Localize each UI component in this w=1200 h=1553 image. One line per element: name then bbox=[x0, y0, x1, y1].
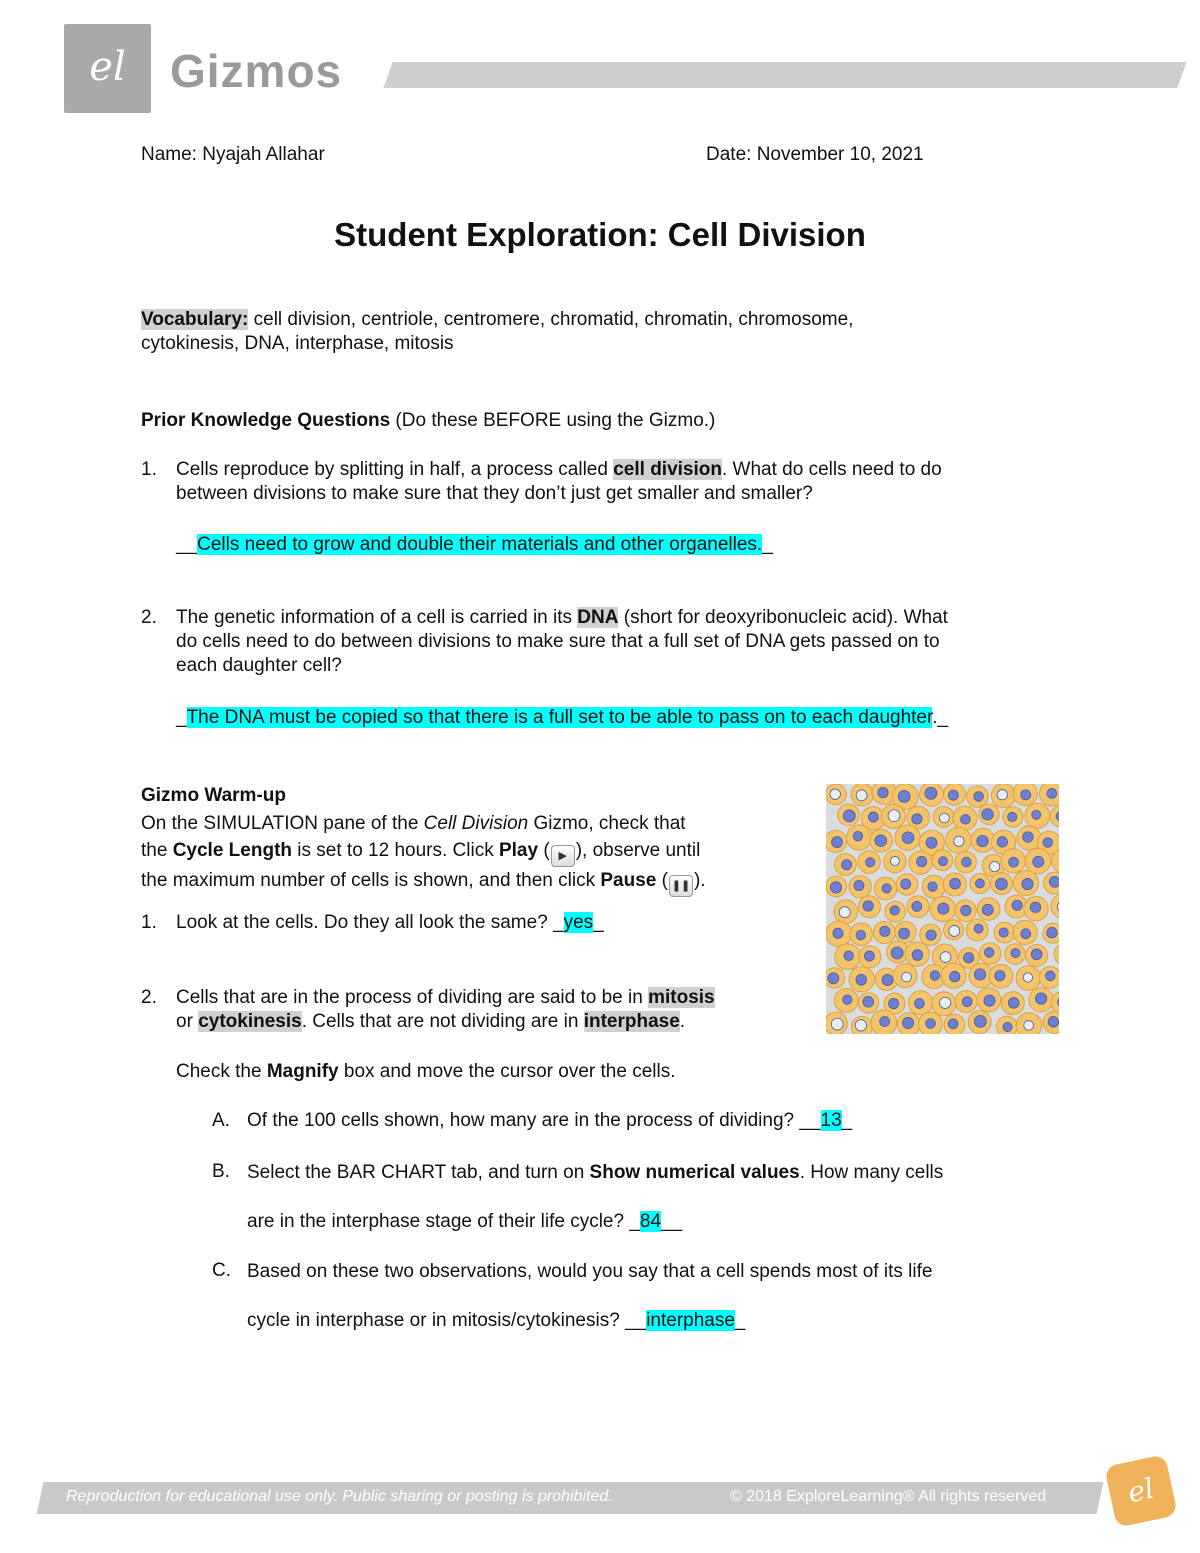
warmup-l2-pre: the bbox=[141, 840, 173, 861]
term-cell-division: cell division bbox=[613, 459, 722, 480]
subq-b-line2: are in the interphase stage of their life cycle? _ bbox=[247, 1211, 640, 1232]
prior-q1 bbox=[176, 458, 942, 506]
cell-nucleus bbox=[842, 860, 852, 870]
cell-nucleus bbox=[948, 1019, 958, 1029]
cell-nucleus bbox=[1031, 949, 1042, 960]
pause-icon: ❚❚ bbox=[669, 875, 693, 897]
cell-simulation-image bbox=[826, 784, 1059, 1034]
cell-nucleus bbox=[830, 882, 841, 893]
cell-nucleus bbox=[1023, 973, 1032, 982]
vocabulary-label: Vocabulary: bbox=[141, 309, 249, 330]
cell-nucleus bbox=[1003, 1022, 1012, 1031]
warmup-q2-mid: . Cells that are not dividing are in bbox=[301, 1011, 584, 1032]
cell-nucleus bbox=[875, 835, 887, 847]
warmup-q2-or: or bbox=[176, 1011, 199, 1032]
subq-b-post: . How many cells bbox=[799, 1162, 944, 1183]
warmup-q1 bbox=[176, 911, 604, 935]
vocabulary-line1: cell division, centriole, centromere, chromatid, chromatin, chromosome, bbox=[248, 309, 854, 330]
cell-nucleus bbox=[843, 995, 852, 1004]
prior-q2-line3: each daughter cell? bbox=[176, 655, 342, 676]
prior-q1-post: . What do cells need to do bbox=[722, 459, 942, 480]
term-cytokinesis: cytokinesis bbox=[198, 1011, 302, 1032]
cell-nucleus bbox=[902, 972, 912, 982]
subq-a-text: Of the 100 cells shown, how many are in the process of dividing? __ bbox=[247, 1110, 821, 1131]
play-icon: ▶ bbox=[551, 845, 575, 867]
cell-nucleus bbox=[830, 789, 841, 800]
cell-nucleus bbox=[839, 907, 850, 918]
show-numerical-values-label: Show numerical values bbox=[589, 1162, 800, 1183]
cell-nucleus bbox=[917, 856, 927, 866]
blank: _ bbox=[734, 1310, 746, 1331]
cell-nucleus bbox=[844, 951, 854, 961]
cell-nucleus bbox=[962, 857, 972, 867]
cell-nucleus bbox=[999, 928, 1008, 937]
cell-nucleus bbox=[1047, 927, 1058, 938]
prior-q2-answer[interactable]: The DNA must be copied so that there is a full set to be able to pass on to each daughter bbox=[186, 707, 933, 728]
cell-nucleus bbox=[1024, 1021, 1034, 1031]
cell-nucleus bbox=[1023, 832, 1034, 843]
cell-nucleus bbox=[1012, 900, 1022, 910]
cell-nucleus bbox=[974, 1015, 986, 1027]
cell-nucleus bbox=[1047, 789, 1057, 799]
cell-nucleus bbox=[863, 901, 873, 911]
cell-nucleus bbox=[1043, 838, 1053, 848]
cell-nucleus bbox=[954, 836, 964, 846]
cell-nucleus bbox=[912, 901, 922, 911]
play-label: Play bbox=[498, 840, 539, 861]
cell-nucleus bbox=[855, 1020, 866, 1031]
logo-mark: el bbox=[89, 44, 126, 90]
cell-nucleus bbox=[962, 997, 972, 1007]
paren: ( bbox=[538, 840, 550, 861]
footer-notice: Reproduction for educational use only. Public sharing or posting is prohibited. bbox=[66, 1488, 613, 1505]
cell-nucleus bbox=[939, 997, 950, 1008]
page-title: Student Exploration: Cell Division bbox=[334, 216, 866, 253]
date-value: November 10, 2021 bbox=[756, 144, 924, 165]
logo-box bbox=[64, 24, 151, 113]
cell-nucleus bbox=[930, 971, 940, 981]
cell-nucleus bbox=[843, 810, 855, 822]
cell-nucleus bbox=[856, 974, 867, 985]
blank: _ bbox=[176, 707, 187, 728]
cell-nucleus bbox=[1049, 876, 1059, 887]
prior-heading bbox=[141, 409, 715, 433]
subq-a-answer[interactable]: 13 bbox=[820, 1110, 842, 1131]
prior-q1-answer[interactable]: Cells need to grow and double their materials and other organelles. bbox=[197, 534, 763, 555]
cell-nucleus bbox=[890, 906, 899, 915]
cell-nucleus bbox=[882, 974, 893, 985]
cell-nucleus bbox=[1032, 810, 1041, 819]
cell-nucleus bbox=[828, 973, 839, 984]
cell-nucleus bbox=[901, 879, 911, 889]
cell-nucleus bbox=[995, 878, 1007, 890]
cell-nucleus bbox=[984, 995, 995, 1006]
cell-nucleus bbox=[949, 925, 960, 936]
term-interphase: interphase bbox=[583, 1011, 680, 1032]
blank: _ bbox=[841, 1110, 853, 1131]
paren: ( bbox=[656, 870, 668, 891]
cell-nucleus bbox=[997, 790, 1007, 800]
vocabulary-line2: cytokinesis, DNA, interphase, mitosis bbox=[141, 333, 454, 354]
cell-nucleus bbox=[868, 812, 878, 822]
cell-nucleus bbox=[1008, 998, 1019, 1009]
prior-q2 bbox=[176, 606, 948, 678]
cycle-length-label: Cycle Length bbox=[172, 840, 293, 861]
warmup-l2-mid: is set to 12 hours. Click bbox=[292, 840, 499, 861]
cell-nucleus bbox=[940, 952, 951, 963]
cell-nucleus bbox=[891, 947, 903, 959]
cell-nucleus bbox=[832, 837, 843, 848]
cell-nucleus bbox=[964, 953, 974, 963]
prior-q2-number: 2. bbox=[141, 607, 157, 628]
cell-nucleus bbox=[888, 810, 900, 822]
subq-c-line2: cycle in interphase or in mitosis/cytokinesis? __ bbox=[247, 1310, 647, 1331]
subq-b-letter: B. bbox=[212, 1161, 230, 1182]
cell-nucleus bbox=[975, 879, 984, 888]
prior-q1-number: 1. bbox=[141, 459, 157, 480]
cell-nucleus bbox=[912, 814, 922, 824]
cell-nucleus bbox=[866, 858, 875, 867]
blank: __ bbox=[176, 534, 198, 555]
date-label: Date: bbox=[706, 144, 757, 165]
cell-nucleus bbox=[928, 882, 937, 891]
cell-nucleus bbox=[880, 926, 890, 936]
magnify-pre: Check the bbox=[176, 1061, 267, 1082]
cell-nucleus bbox=[961, 815, 971, 825]
cell-nucleus bbox=[899, 928, 910, 939]
warmup-q1-text: Look at the cells. Do they all look the same? _ bbox=[176, 912, 564, 933]
warmup-q1-number: 1. bbox=[141, 912, 157, 933]
cell-nucleus bbox=[853, 831, 863, 841]
cell-nucleus bbox=[1008, 812, 1017, 821]
subq-c-letter: C. bbox=[212, 1260, 231, 1281]
cell-nucleus bbox=[997, 837, 1007, 847]
prior-heading-title: Prior Knowledge Questions bbox=[141, 410, 391, 431]
cell-nucleus bbox=[1021, 790, 1031, 800]
cell-nucleus bbox=[982, 809, 993, 820]
cell-nucleus bbox=[938, 857, 947, 866]
cell-nucleus bbox=[1048, 1017, 1059, 1028]
cell-nucleus bbox=[864, 951, 874, 961]
cell-nucleus bbox=[950, 878, 961, 889]
warmup-l3-pre: the maximum number of cells is shown, and then click bbox=[141, 870, 601, 891]
cell-nucleus bbox=[938, 903, 949, 914]
prior-q2-pre: The genetic information of a cell is carried in its bbox=[176, 607, 578, 628]
cell-nucleus bbox=[882, 884, 891, 893]
warmup-q2-end: . bbox=[679, 1011, 686, 1032]
prior-q2-answer-line[interactable] bbox=[176, 706, 948, 730]
warmup-heading: Gizmo Warm-up bbox=[141, 785, 286, 806]
cell-nucleus bbox=[974, 792, 984, 802]
cell-nucleus bbox=[974, 969, 985, 980]
cell-nucleus bbox=[914, 999, 924, 1009]
cell-nucleus bbox=[854, 881, 864, 891]
prior-q1-answer-line[interactable] bbox=[176, 533, 773, 557]
vocabulary bbox=[141, 308, 853, 356]
pause-label: Pause bbox=[600, 870, 657, 891]
blank: _ bbox=[593, 912, 604, 933]
cell-nucleus bbox=[977, 835, 988, 846]
subq-c-line1: Based on these two observations, would you say that a cell spends most of its life bbox=[247, 1261, 933, 1282]
cell-nucleus bbox=[856, 930, 866, 940]
cell-nucleus bbox=[1030, 902, 1040, 912]
footer-logo-badge: el bbox=[1104, 1454, 1178, 1528]
gizmo-name: Cell Division bbox=[423, 812, 529, 834]
cells-illustration bbox=[826, 784, 1059, 1034]
cell-nucleus bbox=[950, 971, 960, 981]
blank: _ bbox=[762, 534, 773, 555]
subq-b-pre: Select the BAR CHART tab, and turn on bbox=[247, 1162, 590, 1183]
magnify-instruction bbox=[176, 1060, 676, 1084]
cell-nucleus bbox=[880, 1017, 890, 1027]
prior-q1-pre: Cells reproduce by splitting in half, a process called bbox=[176, 459, 614, 480]
subq-b bbox=[247, 1148, 943, 1246]
footer-copyright: © 2018 ExploreLearning® All rights reserved bbox=[730, 1488, 1047, 1505]
cell-nucleus bbox=[1009, 857, 1019, 867]
prior-q2-line2: do cells need to do between divisions to make sure that a full set of DNA gets passed on to bbox=[176, 631, 940, 652]
warmup-q2-number: 2. bbox=[141, 987, 157, 1008]
cell-nucleus bbox=[831, 1018, 843, 1030]
subq-c-answer[interactable]: interphase bbox=[646, 1310, 735, 1331]
cell-nucleus bbox=[925, 787, 937, 799]
name-value: Nyajah Allahar bbox=[202, 144, 325, 165]
warmup-l2-post: ), observe until bbox=[575, 840, 701, 861]
cell-nucleus bbox=[878, 787, 888, 797]
cell-nucleus bbox=[1035, 993, 1046, 1004]
magnify-post: box and move the cursor over the cells. bbox=[338, 1061, 676, 1082]
cell-nucleus bbox=[1021, 929, 1031, 939]
cell-nucleus bbox=[890, 856, 899, 865]
cell-nucleus bbox=[902, 832, 914, 844]
header-bar bbox=[383, 62, 1186, 88]
cell-nucleus bbox=[1011, 948, 1020, 957]
blank: __ bbox=[661, 1211, 683, 1232]
cell-nucleus bbox=[856, 790, 867, 801]
prior-q1-line2: between divisions to make sure that they don’t just get smaller and smaller? bbox=[176, 483, 813, 504]
brand-name: Gizmos bbox=[170, 45, 343, 97]
cell-nucleus bbox=[902, 1017, 913, 1028]
cell-nucleus bbox=[833, 928, 843, 938]
cell-nucleus bbox=[863, 996, 874, 1007]
cell-nucleus bbox=[1022, 878, 1033, 889]
warmup-l1-pre: On the SIMULATION pane of the bbox=[141, 812, 424, 834]
warmup-l1-post: Gizmo, check that bbox=[528, 812, 686, 834]
cell-nucleus bbox=[926, 930, 936, 940]
cell-nucleus bbox=[982, 904, 993, 915]
term-dna: DNA bbox=[577, 607, 619, 628]
subq-c bbox=[247, 1247, 932, 1345]
warmup-l3-post: ). bbox=[693, 870, 706, 891]
warmup-intro bbox=[141, 782, 706, 897]
cell-nucleus bbox=[961, 905, 971, 915]
magnify-label: Magnify bbox=[266, 1061, 339, 1082]
warmup-q2-pre: Cells that are in the process of dividing are said to be in bbox=[176, 987, 649, 1008]
name-line bbox=[141, 143, 325, 167]
cell-nucleus bbox=[995, 971, 1005, 981]
subq-a bbox=[247, 1109, 852, 1133]
prior-heading-note: (Do these BEFORE using the Gizmo.) bbox=[390, 410, 716, 431]
subq-b-answer[interactable]: 84 bbox=[639, 1211, 662, 1232]
cell-nucleus bbox=[940, 813, 950, 823]
cell-nucleus bbox=[889, 998, 899, 1008]
prior-q2-post: (short for deoxyribonucleic acid). What bbox=[618, 607, 948, 628]
cell-nucleus bbox=[990, 861, 1000, 871]
warmup-q2 bbox=[176, 986, 715, 1034]
subq-a-letter: A. bbox=[212, 1110, 230, 1131]
blank: ._ bbox=[932, 707, 949, 728]
term-mitosis: mitosis bbox=[648, 987, 715, 1008]
name-label: Name: bbox=[141, 144, 203, 165]
cell-nucleus bbox=[948, 790, 958, 800]
cell-nucleus bbox=[984, 948, 994, 958]
cell-nucleus bbox=[974, 924, 983, 933]
cell-nucleus bbox=[926, 837, 937, 848]
cell-nucleus bbox=[1033, 856, 1044, 867]
warmup-q1-answer[interactable]: yes bbox=[563, 912, 594, 933]
date-line bbox=[706, 143, 924, 167]
cell-nucleus bbox=[898, 791, 910, 803]
cell-nucleus bbox=[926, 1019, 936, 1029]
cell-nucleus bbox=[912, 950, 923, 961]
cell-nucleus bbox=[1046, 971, 1056, 981]
